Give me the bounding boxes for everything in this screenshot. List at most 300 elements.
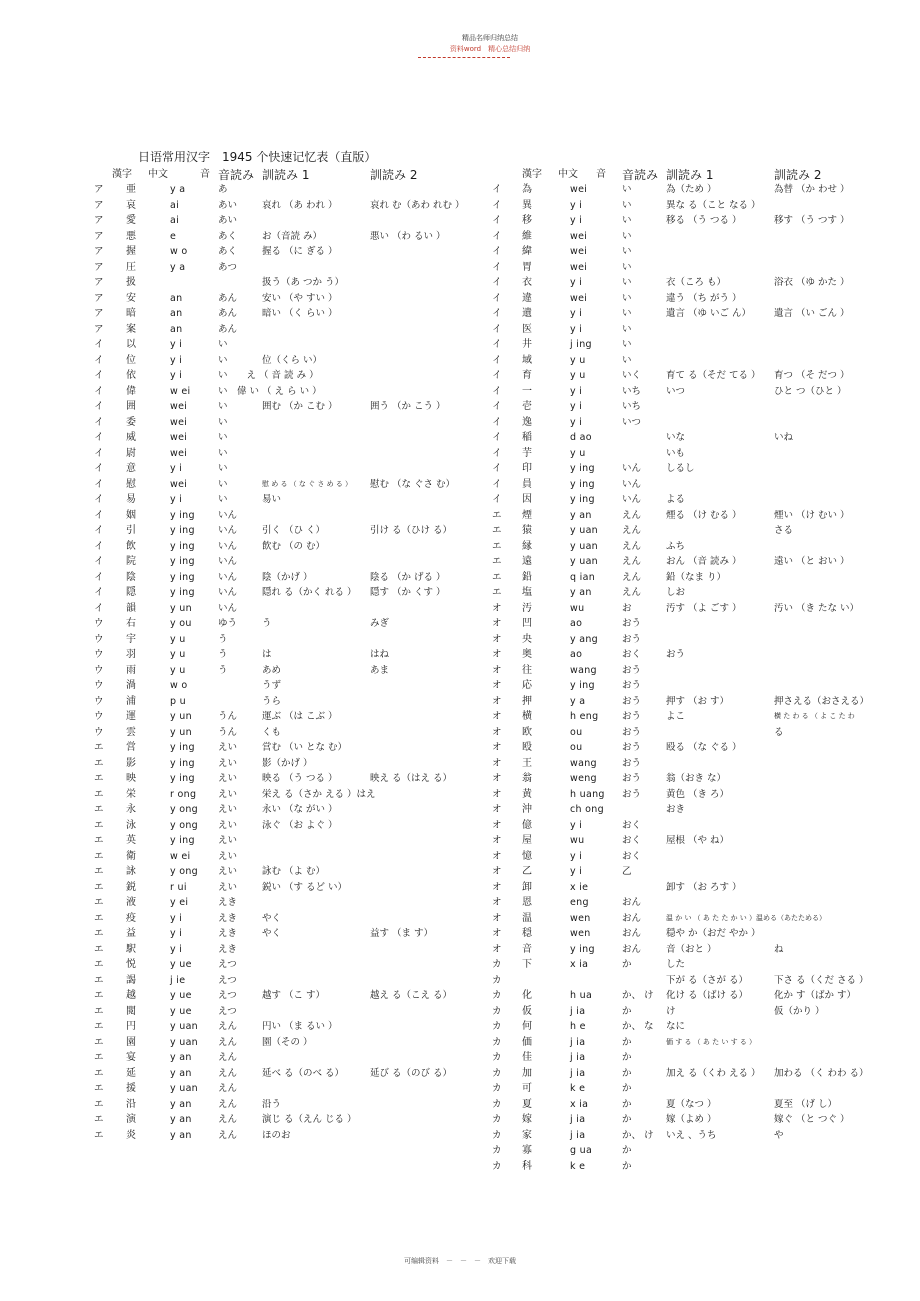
onyomi-cell: いん [622, 478, 642, 490]
row-kana: エ [94, 881, 104, 893]
kanji-cell: 姻 [126, 509, 136, 521]
kanji-cell: 位 [126, 354, 136, 366]
table-row [488, 477, 920, 493]
row-kana: エ [94, 866, 104, 877]
onyomi-cell: い [218, 447, 228, 459]
kun2-cell: 益す （ま す） [370, 928, 434, 939]
onyomi-cell: えん [622, 587, 642, 598]
col-chinese: 中文 [558, 169, 578, 180]
table-row [88, 430, 528, 446]
kun1-cell: 沿う [262, 1098, 282, 1110]
kanji-cell: 卸 [522, 881, 532, 893]
row-kana: イ [492, 416, 502, 428]
table-row [88, 973, 528, 989]
kun1-cell: 穏や か（おだ やか ） [666, 928, 761, 939]
onyomi-cell: おう [622, 680, 642, 691]
kanji-cell: 沿 [126, 1098, 136, 1110]
kanji-cell: 壱 [522, 401, 532, 412]
kun2-cell: 遺言 （い ごん ） [774, 308, 850, 319]
table-row [88, 461, 528, 477]
chinese-cell: h eng [570, 711, 599, 722]
table-row [488, 322, 920, 338]
table-row [488, 647, 920, 663]
onyomi-cell: うん [218, 711, 238, 722]
onyomi-cell: いく [622, 370, 642, 381]
row-kana: ア [94, 261, 104, 273]
kun1-cell: いな [666, 432, 686, 443]
kanji-cell: 悪 [126, 230, 136, 242]
kanji-cell: 移 [522, 215, 532, 226]
kanji-cell: 鉛 [522, 571, 532, 583]
row-kana: エ [94, 1083, 104, 1094]
kanji-cell: 宇 [126, 633, 136, 645]
onyomi-cell: えき [218, 943, 238, 955]
table-row [488, 1066, 920, 1082]
kanji-cell: 違 [522, 292, 532, 304]
kun1-cell: 移る （う つる ） [666, 215, 742, 226]
onyomi-cell: いん [218, 509, 238, 521]
row-kana: ウ [94, 618, 104, 629]
table-row [488, 616, 920, 632]
row-kana: オ [492, 850, 502, 862]
onyomi-cell: あん [218, 308, 238, 319]
kun2-cell: 囲う （か こう ） [370, 401, 446, 412]
onyomi-cell: か [622, 959, 632, 970]
kanji-cell: 乙 [522, 866, 532, 877]
col-kun1: 訓読み 1 [666, 168, 714, 182]
table-row [488, 337, 920, 353]
kun2-cell: 汚い （き たな い） [774, 602, 860, 614]
kun1-cell: よる [666, 494, 686, 505]
chinese-cell: wen [570, 928, 591, 939]
kanji-cell: 煙 [522, 509, 532, 521]
chinese-cell: y i [170, 912, 183, 924]
table-row [88, 446, 528, 462]
table-row [488, 182, 920, 198]
kun2-cell: 加わる （く わわ る） [774, 1067, 869, 1079]
onyomi-cell: か、 な [622, 1021, 654, 1032]
chinese-cell: y ing [570, 478, 595, 490]
chinese-cell: j ing [570, 339, 592, 350]
table-row [88, 1019, 528, 1035]
kun1-cell: 円い （ま るい ） [262, 1021, 338, 1032]
table-row [488, 213, 920, 229]
onyomi-cell: か [622, 1052, 632, 1063]
kanji-cell: 映 [126, 773, 136, 784]
kun1-cell: 下が る（さが る） [666, 974, 749, 986]
row-kana: オ [492, 804, 502, 815]
chinese-cell: r ui [170, 881, 187, 893]
chinese-cell: y ing [170, 835, 195, 846]
chinese-cell: wei [170, 447, 188, 459]
kun1-cell: 園（その ） [262, 1036, 313, 1048]
kanji-cell: 殴 [522, 742, 532, 753]
kanji-cell: 鋭 [126, 881, 136, 893]
chinese-cell: y ing [170, 587, 195, 598]
page-footer: 可编辑资料 － － － 欢迎下载 [404, 1257, 516, 1265]
chinese-cell: wei [170, 478, 188, 490]
onyomi-cell: えん [218, 1098, 238, 1110]
table-row [88, 787, 528, 803]
kanji-cell: 恩 [522, 897, 532, 908]
row-kana: オ [492, 695, 502, 707]
chinese-cell: y ue [170, 959, 192, 970]
table-row [88, 864, 528, 880]
onyomi-cell: おう [622, 695, 642, 707]
kun2-cell: ひと つ（ひと ） [774, 385, 847, 397]
table-row [88, 880, 528, 896]
row-kana: イ [492, 277, 502, 288]
chinese-cell: y u [170, 664, 186, 676]
kun2-cell: 延び る（のび る） [370, 1067, 453, 1079]
kun1-cell: しお [666, 587, 686, 598]
onyomi-cell: えつ [218, 974, 237, 986]
onyomi-cell: いん [218, 587, 238, 598]
chinese-cell: an [170, 292, 183, 304]
row-kana: エ [94, 990, 104, 1001]
chinese-cell: wei [570, 184, 588, 195]
table-row [88, 601, 528, 617]
kanji-cell: 井 [522, 339, 532, 350]
chinese-cell: y i [570, 401, 583, 412]
chinese-cell: y u [570, 354, 586, 366]
kun2-cell: 慰む （な ぐさ む） [370, 478, 456, 490]
onyomi-cell: い [622, 339, 632, 350]
col-kun2: 訓読み 2 [370, 168, 418, 182]
chinese-cell: y i [570, 416, 583, 428]
row-kana: オ [492, 788, 502, 800]
kun2-cell: ね [774, 943, 784, 955]
kun1-cell: 易い [262, 494, 282, 505]
onyomi-cell: い [622, 323, 632, 335]
table-row [88, 694, 528, 710]
table-row [88, 353, 528, 369]
table-row [488, 740, 920, 756]
row-kana: エ [94, 912, 104, 924]
kun1-cell: 遺言 （ゆ いご ん） [666, 308, 752, 319]
table-row [88, 492, 528, 508]
kun2-cell: 隠す （か くす ） [370, 587, 446, 598]
onyomi-cell: い [622, 199, 632, 211]
row-kana: ア [94, 323, 104, 335]
kanji-cell: 猿 [522, 525, 532, 536]
kanji-cell: 化 [522, 990, 532, 1001]
row-kana: ウ [94, 695, 104, 707]
kanji-cell: 科 [522, 1160, 532, 1172]
kun1-cell: あめ [262, 664, 282, 676]
onyomi-cell: えん [218, 1129, 238, 1141]
kun1-cell: 運ぶ （は こぶ ） [262, 711, 338, 722]
kun2-cell: 仮（かり ） [774, 1005, 825, 1017]
kun1-cell: 暗い （く らい ） [262, 308, 338, 319]
row-kana: イ [94, 587, 104, 598]
kanji-cell: 為 [522, 184, 532, 195]
table-row [488, 709, 920, 725]
table-row [88, 229, 528, 245]
onyomi-cell: あん [218, 292, 238, 304]
onyomi-cell: えん [218, 1021, 238, 1032]
onyomi-cell: あい [218, 215, 238, 226]
kun1-cell: 汚す （よ ごす ） [666, 602, 742, 614]
kanji-cell: 案 [126, 323, 136, 335]
row-kana: イ [492, 292, 502, 304]
row-kana: エ [94, 804, 104, 815]
row-kana: オ [492, 928, 502, 939]
kanji-table-left [88, 182, 528, 1143]
kanji-cell: 意 [126, 463, 136, 474]
onyomi-cell: いち [622, 385, 642, 397]
col-yin: 音 [200, 169, 210, 180]
chinese-cell: y i [570, 199, 583, 211]
kanji-cell: 縁 [522, 540, 532, 552]
chinese-cell: y i [570, 850, 583, 862]
kun1-cell: ほのお [262, 1129, 291, 1141]
row-kana: イ [94, 478, 104, 490]
kanji-cell: 維 [522, 230, 532, 242]
table-row [88, 957, 528, 973]
kanji-cell: 何 [522, 1021, 532, 1032]
table-row [488, 911, 920, 927]
onyomi-cell: いん [218, 602, 238, 614]
row-kana: イ [492, 401, 502, 412]
row-kana: カ [492, 990, 502, 1001]
chinese-cell: wei [170, 416, 188, 428]
col-yin: 音 [596, 169, 606, 180]
kanji-cell: 家 [522, 1129, 532, 1141]
table-row [88, 988, 528, 1004]
chinese-cell: y a [170, 184, 186, 195]
kanji-cell: 威 [126, 432, 136, 443]
kun2-cell: 育つ （そ だつ ） [774, 370, 850, 381]
row-kana: ア [94, 246, 104, 257]
kun1-cell: 屋根 （や ね） [666, 835, 730, 846]
col-kun1: 訓読み 1 [262, 168, 310, 182]
row-kana: エ [492, 540, 502, 552]
onyomi-cell: か [622, 1098, 632, 1110]
row-kana: オ [492, 757, 502, 769]
kanji-cell: 延 [126, 1067, 136, 1079]
chinese-cell: wei [570, 292, 588, 304]
kanji-cell: 宴 [126, 1052, 136, 1063]
onyomi-cell: い [622, 308, 632, 319]
row-kana: カ [492, 1021, 502, 1032]
kun2-cell: る [774, 726, 784, 738]
kun2-cell: 夏至 （げ し） [774, 1098, 838, 1110]
kanji-cell: 汚 [522, 602, 532, 614]
onyomi-cell: う [218, 633, 228, 645]
onyomi-cell: いん [622, 463, 642, 474]
kanji-cell: 印 [522, 463, 532, 474]
table-row [88, 523, 528, 539]
kun2-cell: 移す （う つす ） [774, 215, 850, 226]
row-kana: エ [94, 788, 104, 800]
onyomi-cell: いん [218, 571, 238, 583]
chinese-cell: wu [570, 835, 585, 846]
chinese-cell: y ing [170, 571, 195, 583]
table-row [488, 244, 920, 260]
chinese-cell: y ue [170, 1005, 192, 1017]
kanji-cell: 韻 [126, 602, 136, 614]
chinese-cell: y i [170, 370, 183, 381]
row-kana: ア [94, 184, 104, 195]
kanji-cell: 営 [126, 742, 136, 753]
row-kana: イ [94, 416, 104, 428]
row-kana: エ [94, 1021, 104, 1032]
row-kana: イ [492, 447, 502, 459]
kanji-cell: 夏 [522, 1098, 532, 1110]
kanji-cell: 益 [126, 928, 136, 939]
row-kana: エ [94, 943, 104, 955]
onyomi-cell: えき [218, 912, 238, 924]
col-kanji: 漢字 [112, 169, 132, 180]
kanji-cell: 緯 [522, 246, 532, 257]
onyomi-cell: おう [622, 664, 642, 676]
row-kana: イ [492, 339, 502, 350]
onyomi-cell: ゆう [218, 618, 238, 629]
table-row [88, 771, 528, 787]
kun1-cell: 慰 め る （ な ぐ さ め る ） [262, 479, 353, 488]
table-row [88, 740, 528, 756]
onyomi-cell: いん [622, 494, 642, 505]
row-kana: カ [492, 1005, 502, 1017]
row-kana: エ [94, 819, 104, 831]
onyomi-cell: いん [218, 525, 238, 536]
table-row [88, 1004, 528, 1020]
kanji-cell: 横 [522, 711, 532, 722]
kun2-cell: 哀れ む（あわ れむ ） [370, 199, 465, 211]
onyomi-cell: おう [622, 633, 642, 645]
row-kana: エ [94, 1036, 104, 1048]
onyomi-cell: あく [218, 230, 238, 242]
kun1-cell: う [262, 618, 272, 629]
row-kana: カ [492, 1114, 502, 1125]
onyomi-cell: か [622, 1083, 632, 1094]
kun1-cell: 営む （い とな む） [262, 742, 348, 753]
chinese-cell: weng [570, 773, 597, 784]
row-kana: エ [94, 1129, 104, 1141]
chinese-cell: y ing [570, 494, 595, 505]
chinese-cell: j ia [570, 1067, 586, 1079]
kanji-cell: 稲 [522, 432, 532, 443]
chinese-cell: y u [570, 370, 586, 381]
row-kana: イ [94, 509, 104, 521]
chinese-cell: j ia [570, 1036, 586, 1048]
table-row [88, 198, 528, 214]
kun2-cell: 映え る（はえ る） [370, 773, 453, 784]
table-row [88, 291, 528, 307]
kanji-cell: 陰 [126, 571, 136, 583]
table-row [88, 337, 528, 353]
table-row [488, 725, 920, 741]
table-row [488, 260, 920, 276]
table-row [488, 957, 920, 973]
row-kana: ウ [94, 711, 104, 722]
kun2-cell: 化か す（ばか す） [774, 990, 857, 1001]
row-kana: オ [492, 866, 502, 877]
table-row [488, 1128, 920, 1144]
kun1-cell: おう [666, 649, 686, 660]
col-chinese: 中文 [148, 169, 168, 180]
onyomi-cell: か、 け [622, 1129, 654, 1141]
kanji-cell: 遠 [522, 556, 532, 567]
table-row [488, 1159, 920, 1175]
kanji-cell: 異 [522, 199, 532, 211]
kanji-cell: 悦 [126, 959, 136, 970]
kun1-cell: 嫁（よめ ） [666, 1114, 717, 1125]
onyomi-cell: えん [218, 1052, 238, 1063]
row-kana: エ [94, 742, 104, 753]
kanji-cell: 嫁 [522, 1114, 532, 1125]
table-row [88, 1050, 528, 1066]
row-kana: カ [492, 1083, 502, 1094]
row-kana: カ [492, 1098, 502, 1110]
kun1-cell: 育て る（そだ てる ） [666, 370, 761, 381]
table-row [488, 1019, 920, 1035]
row-kana: エ [94, 959, 104, 970]
table-row [88, 182, 528, 198]
kun2-cell: 嫁ぐ （と つぐ ） [774, 1114, 850, 1125]
row-kana: オ [492, 633, 502, 645]
chinese-cell: y an [170, 1067, 192, 1079]
onyomi-cell: えい [218, 866, 238, 877]
row-kana: イ [492, 323, 502, 335]
kun1-cell: 黄色 （き ろ） [666, 788, 730, 800]
chinese-cell: w ei [170, 385, 191, 397]
table-row [488, 291, 920, 307]
table-row [88, 647, 528, 663]
chinese-cell: y ing [570, 943, 595, 955]
kun1-cell: した [666, 959, 686, 970]
kun1-cell: 陰（かげ ） [262, 571, 313, 583]
row-kana: オ [492, 618, 502, 629]
onyomi-cell: おく [622, 850, 642, 862]
kanji-table-right [488, 182, 920, 1174]
kanji-cell: 黄 [522, 788, 532, 800]
table-row [488, 198, 920, 214]
kun1-cell: 演じ る（えん じる ） [262, 1114, 357, 1125]
kanji-cell: 凹 [522, 618, 532, 629]
table-row [88, 632, 528, 648]
row-kana: エ [94, 1052, 104, 1063]
kun1-cell: 影（かげ ） [262, 757, 313, 769]
onyomi-cell: えん [622, 571, 642, 583]
chinese-cell: an [170, 308, 183, 319]
onyomi-cell: おう [622, 742, 642, 753]
row-kana: オ [492, 835, 502, 846]
chinese-cell: wei [570, 230, 588, 242]
row-kana: ア [94, 308, 104, 319]
kanji-cell: 佳 [522, 1052, 532, 1063]
table-row [88, 508, 528, 524]
onyomi-cell: い [622, 354, 632, 366]
chinese-cell: y a [570, 695, 586, 707]
table-row [488, 895, 920, 911]
kanji-cell: 羽 [126, 649, 136, 660]
kanji-cell: 援 [126, 1083, 136, 1094]
kanji-cell: 閲 [126, 1005, 136, 1017]
kun1-cell: 加え る（くわ える ） [666, 1067, 761, 1079]
kun1-cell: うず [262, 680, 282, 691]
chinese-cell: y u [170, 633, 186, 645]
onyomi-cell: おう [622, 773, 642, 784]
table-row [488, 678, 920, 694]
kanji-cell: 炎 [126, 1129, 136, 1141]
kanji-cell: 円 [126, 1021, 136, 1032]
kun1-cell: 泳ぐ （お よぐ ） [262, 819, 338, 831]
kanji-cell: 央 [522, 633, 532, 645]
kanji-cell: 扱 [126, 277, 136, 288]
onyomi-cell: おう [622, 618, 642, 629]
